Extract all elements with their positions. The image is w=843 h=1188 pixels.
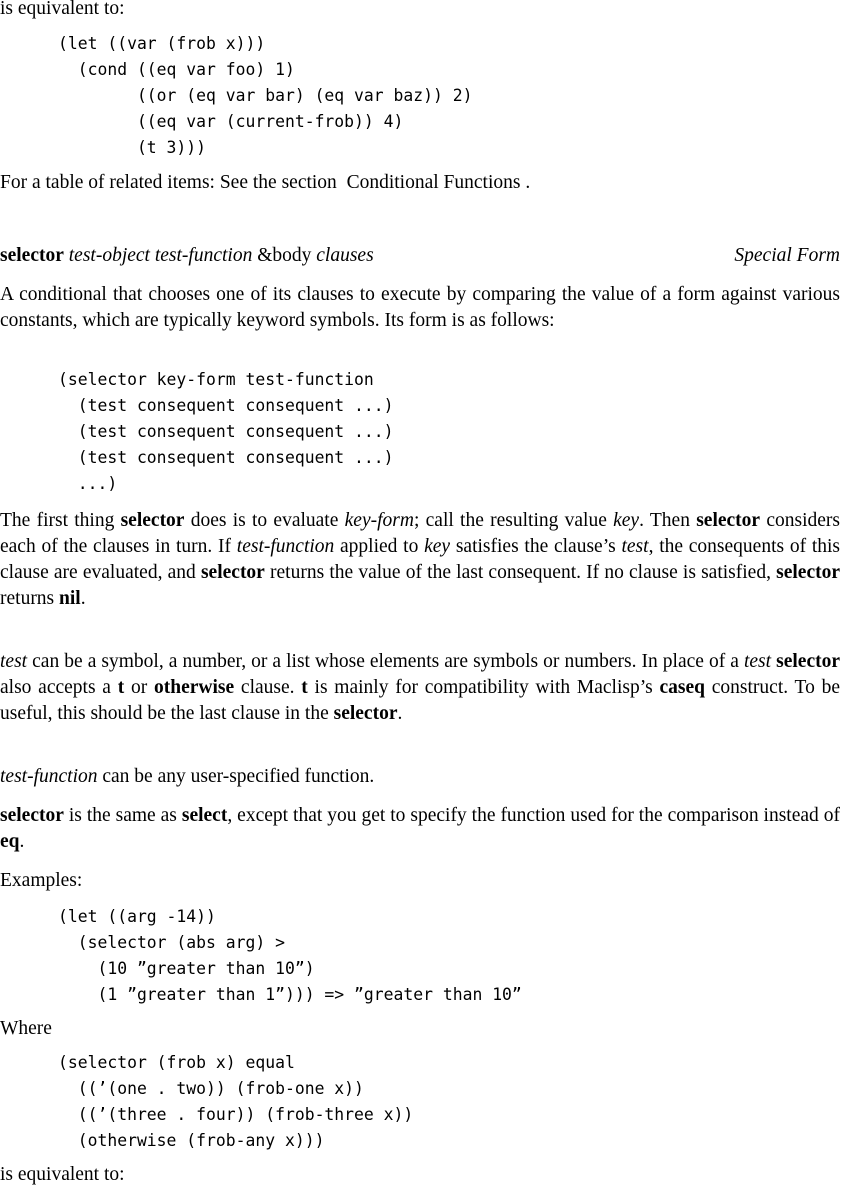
term: selector <box>200 562 265 583</box>
text: clause. <box>234 677 302 698</box>
test-function-paragraph <box>0 764 840 790</box>
arg: test <box>621 536 649 557</box>
text: or <box>124 677 154 698</box>
term: t <box>301 677 308 698</box>
code-line: ((’(three . four)) (frob-three x)) <box>58 1105 414 1124</box>
text: can be a symbol, a number, or a list whose elements are symbols or numbers. In place of a <box>27 651 744 672</box>
code-line: (selector key-form test-function <box>58 370 374 389</box>
text: is mainly for compatibility with Maclisp’s <box>307 677 660 698</box>
term: selector <box>0 805 64 826</box>
arg: test <box>743 651 772 672</box>
code-line: (let ((arg -14)) <box>58 907 216 926</box>
entry-header <box>0 243 840 269</box>
related-section-link[interactable]: Conditional Functions <box>346 172 521 193</box>
code-line: (10 ”greater than 10”) <box>58 959 315 978</box>
text: construct. To be useful, this should be the last clause in the <box>0 677 840 724</box>
arg: test-function <box>0 766 98 787</box>
code-line: ...) <box>58 474 118 493</box>
entry-keyword: &body <box>257 245 312 266</box>
outro-text: is equivalent to: <box>0 1164 125 1185</box>
entry-name: selector <box>0 245 64 266</box>
code-line: (otherwise (frob-any x))) <box>58 1131 325 1150</box>
intro-text: is equivalent to: <box>0 0 125 19</box>
code-line: (let ((var (frob x))) <box>58 34 266 53</box>
test-paragraph <box>0 649 840 727</box>
text: . <box>397 703 403 724</box>
term: selector <box>333 703 398 724</box>
code-line: ((’(one . two)) (frob-one x)) <box>58 1079 364 1098</box>
entry-kind: Special Form <box>734 245 840 266</box>
code-line: (test consequent consequent ...) <box>58 422 394 441</box>
text: considers each of the clauses in turn. If <box>0 510 840 557</box>
text: is the same as <box>63 805 182 826</box>
term: otherwise <box>154 677 235 698</box>
arg: key-form <box>344 510 414 531</box>
arg: key <box>424 536 451 557</box>
related-suffix: . <box>525 172 531 193</box>
text: can be any user-specified function. <box>97 766 375 787</box>
term: selector <box>120 510 185 531</box>
comparison-paragraph <box>0 803 840 855</box>
arg: test <box>0 651 28 672</box>
code-block-where <box>58 1050 413 1154</box>
text: returns the value of the last consequent. If no clause is satisfied, <box>264 562 777 583</box>
code-line: ((eq var (current-frob)) 4) <box>58 112 404 131</box>
related-prefix: For a table of related items: See the section <box>0 172 337 193</box>
arg: test-function <box>236 536 335 557</box>
text: applied to <box>334 536 425 557</box>
code-block-cond <box>58 31 472 161</box>
entry-args-rest: clauses <box>316 245 374 266</box>
term: selector <box>776 651 840 672</box>
where-label: Where <box>0 1018 52 1039</box>
term: nil <box>59 588 81 609</box>
text: satisfies the clause’s <box>450 536 622 557</box>
related-items-text <box>0 170 840 196</box>
code-line: (test consequent consequent ...) <box>58 396 394 415</box>
term: selector <box>776 562 841 583</box>
text: The first thing <box>0 510 121 531</box>
code-line: (1 ”greater than 1”))) => ”greater than 10” <box>58 985 522 1004</box>
code-block-syntax <box>58 367 394 497</box>
description-paragraph: A conditional that chooses one of its clauses to execute by comparing the value of a form against various constants, which are typically keyword symbols. Its form is as follows: <box>0 284 840 331</box>
term: selector <box>696 510 761 531</box>
code-line: (cond ((eq var foo) 1) <box>58 60 295 79</box>
text: , except that you get to specify the function used for the comparison instead of <box>227 805 840 826</box>
text: also accepts a <box>0 677 118 698</box>
term: caseq <box>659 677 705 698</box>
text: ; call the resulting value <box>413 510 614 531</box>
term: t <box>117 677 125 698</box>
code-line: (selector (frob x) equal <box>58 1053 295 1072</box>
examples-label: Examples: <box>0 870 83 891</box>
code-line: (test consequent consequent ...) <box>58 448 394 467</box>
text: , the consequents of this clause are evaluated, and <box>0 536 840 583</box>
text: does is to evaluate <box>184 510 345 531</box>
code-line: (t 3))) <box>58 138 207 157</box>
text: . Then <box>639 510 697 531</box>
text: . <box>80 588 86 609</box>
term: eq <box>0 831 20 852</box>
code-line: ((or (eq var bar) (eq var baz)) 2) <box>58 86 473 105</box>
code-block-example <box>58 904 522 1008</box>
text: . <box>19 831 25 852</box>
code-line: (selector (abs arg) > <box>58 933 285 952</box>
arg: key <box>613 510 640 531</box>
evaluation-paragraph <box>0 508 840 612</box>
term: select <box>181 805 228 826</box>
text: returns <box>0 588 60 609</box>
entry-args: test-object test-function <box>68 245 253 266</box>
